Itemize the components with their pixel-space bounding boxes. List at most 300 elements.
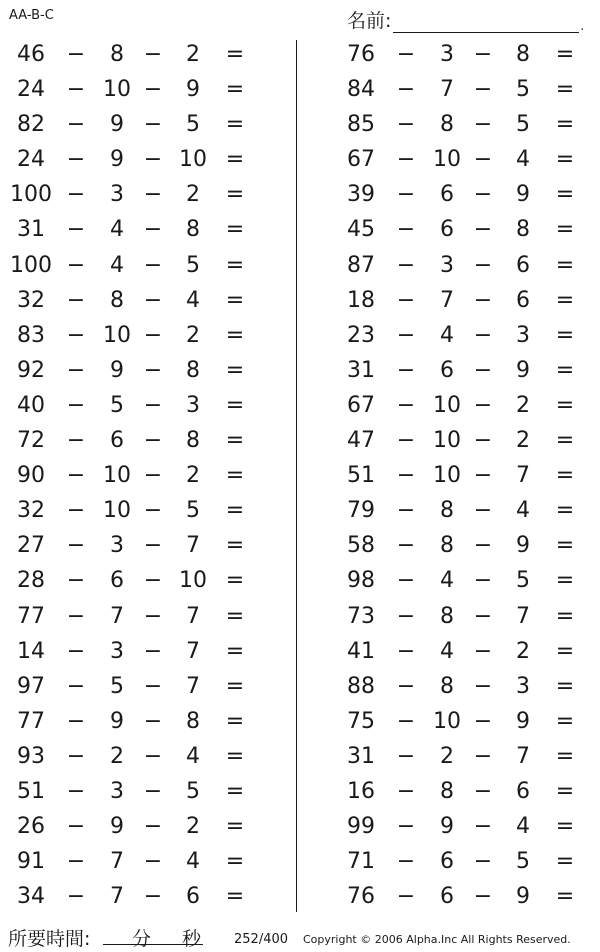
operand-a: 39	[347, 182, 375, 208]
operand-c: 2	[186, 322, 200, 348]
minus-sign: −	[66, 77, 86, 103]
copyright: Copyright © 2006 Alpha.Inc All Rights Reserved.	[303, 933, 571, 946]
minus-sign: −	[473, 392, 493, 418]
operand-b: 3	[440, 252, 454, 278]
operand-a: 76	[347, 884, 375, 910]
operand-b: 4	[110, 252, 124, 278]
equals-sign: =	[555, 814, 575, 840]
operand-a: 83	[17, 322, 45, 348]
operand-b: 3	[110, 182, 124, 208]
minus-sign: −	[66, 217, 86, 243]
minus-sign: −	[66, 638, 86, 664]
operand-c: 4	[516, 498, 530, 524]
minus-sign: −	[473, 463, 493, 489]
minus-sign: −	[473, 252, 493, 278]
operand-a: 88	[347, 673, 375, 699]
page-number: 252/400	[234, 932, 289, 947]
operand-a: 31	[347, 743, 375, 769]
operand-c: 9	[186, 77, 200, 103]
minus-sign: −	[473, 357, 493, 383]
operand-c: 9	[516, 357, 530, 383]
minus-sign: −	[143, 322, 163, 348]
operand-c: 10	[179, 568, 207, 594]
minus-sign: −	[66, 112, 86, 138]
operand-c: 3	[186, 392, 200, 418]
operand-b: 10	[433, 392, 461, 418]
equals-sign: =	[225, 42, 245, 67]
operand-a: 24	[17, 147, 45, 173]
operand-c: 8	[186, 708, 200, 734]
operand-b: 4	[110, 217, 124, 243]
equals-sign: =	[225, 252, 245, 278]
operand-b: 3	[440, 42, 454, 67]
equals-sign: =	[555, 252, 575, 278]
equals-sign: =	[555, 743, 575, 769]
name-line	[393, 12, 579, 33]
operand-b: 10	[103, 322, 131, 348]
operand-a: 71	[347, 849, 375, 875]
operand-a: 92	[17, 357, 45, 383]
minus-sign: −	[143, 849, 163, 875]
operand-c: 7	[186, 533, 200, 559]
equals-sign: =	[555, 287, 575, 313]
operand-c: 8	[186, 428, 200, 454]
equals-sign: =	[555, 392, 575, 418]
minus-sign: −	[473, 849, 493, 875]
operand-b: 7	[110, 884, 124, 910]
minus-sign: −	[143, 77, 163, 103]
minus-sign: −	[473, 568, 493, 594]
equals-sign: =	[225, 778, 245, 804]
operand-b: 5	[110, 392, 124, 418]
operand-c: 5	[516, 849, 530, 875]
operand-c: 5	[186, 112, 200, 138]
minus-sign: −	[396, 673, 416, 699]
equals-sign: =	[555, 498, 575, 524]
operand-b: 10	[103, 498, 131, 524]
operand-a: 28	[17, 568, 45, 594]
equals-sign: =	[225, 533, 245, 559]
minus-sign: −	[396, 357, 416, 383]
minus-sign: −	[143, 182, 163, 208]
minus-sign: −	[66, 778, 86, 804]
equals-sign: =	[225, 392, 245, 418]
operand-c: 7	[516, 463, 530, 489]
operand-c: 4	[516, 147, 530, 173]
minus-sign: −	[66, 673, 86, 699]
minus-sign: −	[143, 287, 163, 313]
operand-a: 40	[17, 392, 45, 418]
minus-sign: −	[473, 498, 493, 524]
equals-sign: =	[225, 428, 245, 454]
operand-b: 2	[440, 743, 454, 769]
operand-c: 2	[186, 182, 200, 208]
minus-sign: −	[143, 392, 163, 418]
operand-c: 8	[516, 42, 530, 67]
equals-sign: =	[225, 498, 245, 524]
operand-b: 7	[110, 603, 124, 629]
equals-sign: =	[555, 673, 575, 699]
minus-sign: −	[66, 814, 86, 840]
operand-a: 51	[17, 778, 45, 804]
minus-sign: −	[473, 42, 493, 67]
operand-a: 72	[17, 428, 45, 454]
minus-sign: −	[396, 884, 416, 910]
minus-sign: −	[396, 42, 416, 67]
minutes-label: 分	[132, 928, 152, 950]
minus-sign: −	[143, 708, 163, 734]
operand-a: 75	[347, 708, 375, 734]
operand-c: 7	[186, 638, 200, 664]
operand-c: 5	[186, 778, 200, 804]
operand-a: 31	[347, 357, 375, 383]
operand-a: 24	[17, 77, 45, 103]
minus-sign: −	[473, 77, 493, 103]
equals-sign: =	[225, 743, 245, 769]
equals-sign: =	[225, 849, 245, 875]
minus-sign: −	[143, 217, 163, 243]
minus-sign: −	[396, 568, 416, 594]
minus-sign: −	[473, 147, 493, 173]
minus-sign: −	[143, 638, 163, 664]
operand-a: 79	[347, 498, 375, 524]
operand-c: 2	[516, 428, 530, 454]
minus-sign: −	[143, 568, 163, 594]
operand-b: 7	[440, 77, 454, 103]
operand-b: 10	[433, 428, 461, 454]
operand-a: 90	[17, 463, 45, 489]
operand-c: 2	[186, 463, 200, 489]
operand-b: 6	[440, 884, 454, 910]
operand-b: 4	[440, 638, 454, 664]
operand-b: 7	[440, 287, 454, 313]
equals-sign: =	[555, 708, 575, 734]
equals-sign: =	[555, 463, 575, 489]
minus-sign: −	[66, 533, 86, 559]
minus-sign: −	[143, 463, 163, 489]
minus-sign: −	[396, 533, 416, 559]
operand-c: 10	[179, 147, 207, 173]
operand-a: 98	[347, 568, 375, 594]
operand-c: 2	[516, 638, 530, 664]
operand-a: 23	[347, 322, 375, 348]
minus-sign: −	[66, 743, 86, 769]
operand-c: 5	[516, 568, 530, 594]
minus-sign: −	[66, 287, 86, 313]
operand-b: 9	[110, 357, 124, 383]
equals-sign: =	[555, 182, 575, 208]
equals-sign: =	[555, 849, 575, 875]
operand-c: 9	[516, 884, 530, 910]
operand-a: 99	[347, 814, 375, 840]
name-field	[347, 6, 584, 33]
operand-a: 76	[347, 42, 375, 67]
operand-b: 8	[440, 673, 454, 699]
operand-c: 3	[516, 322, 530, 348]
minus-sign: −	[143, 357, 163, 383]
minus-sign: −	[473, 708, 493, 734]
minus-sign: −	[66, 147, 86, 173]
equals-sign: =	[555, 322, 575, 348]
operand-b: 6	[440, 217, 454, 243]
equals-sign: =	[225, 603, 245, 629]
minus-sign: −	[66, 42, 86, 67]
minus-sign: −	[396, 603, 416, 629]
minus-sign: −	[66, 603, 86, 629]
operand-a: 32	[17, 287, 45, 313]
minus-sign: −	[473, 182, 493, 208]
time-label: 所要時間:	[8, 928, 91, 950]
operand-c: 2	[186, 42, 200, 67]
equals-sign: =	[225, 568, 245, 594]
minus-sign: −	[473, 287, 493, 313]
operand-a: 77	[17, 708, 45, 734]
minus-sign: −	[143, 42, 163, 67]
operand-a: 51	[347, 463, 375, 489]
minus-sign: −	[66, 884, 86, 910]
minus-sign: −	[143, 814, 163, 840]
operand-b: 10	[433, 708, 461, 734]
operand-a: 58	[347, 533, 375, 559]
operand-a: 18	[347, 287, 375, 313]
operand-a: 16	[347, 778, 375, 804]
operand-b: 8	[110, 287, 124, 313]
minus-sign: −	[473, 533, 493, 559]
operand-b: 6	[110, 568, 124, 594]
operand-b: 6	[440, 357, 454, 383]
operand-b: 8	[440, 498, 454, 524]
minus-sign: −	[396, 112, 416, 138]
minus-sign: −	[66, 568, 86, 594]
minus-sign: −	[473, 743, 493, 769]
operand-b: 6	[440, 182, 454, 208]
minus-sign: −	[396, 743, 416, 769]
operand-a: 45	[347, 217, 375, 243]
operand-a: 46	[17, 42, 45, 67]
operand-b: 9	[110, 708, 124, 734]
minus-sign: −	[143, 112, 163, 138]
minus-sign: −	[66, 252, 86, 278]
operand-b: 10	[433, 463, 461, 489]
operand-a: 31	[17, 217, 45, 243]
operand-b: 6	[110, 428, 124, 454]
equals-sign: =	[555, 778, 575, 804]
operand-a: 97	[17, 673, 45, 699]
column-divider	[296, 40, 297, 912]
equals-sign: =	[555, 884, 575, 910]
operand-a: 100	[10, 182, 52, 208]
operand-b: 4	[440, 568, 454, 594]
equals-sign: =	[225, 708, 245, 734]
operand-b: 4	[440, 322, 454, 348]
minus-sign: −	[473, 322, 493, 348]
operand-c: 8	[186, 217, 200, 243]
minus-sign: −	[66, 498, 86, 524]
minus-sign: −	[66, 428, 86, 454]
operand-a: 34	[17, 884, 45, 910]
operand-c: 9	[516, 708, 530, 734]
name-dot: .	[580, 19, 585, 33]
operand-b: 10	[103, 77, 131, 103]
minus-sign: −	[143, 673, 163, 699]
equals-sign: =	[555, 568, 575, 594]
operand-c: 7	[186, 603, 200, 629]
operand-b: 8	[440, 603, 454, 629]
operand-b: 6	[440, 849, 454, 875]
footer	[0, 920, 600, 950]
operand-c: 3	[516, 673, 530, 699]
operand-b: 9	[110, 112, 124, 138]
equals-sign: =	[225, 112, 245, 138]
minus-sign: −	[473, 778, 493, 804]
operand-c: 8	[516, 217, 530, 243]
equals-sign: =	[225, 287, 245, 313]
minus-sign: −	[473, 112, 493, 138]
operand-b: 8	[440, 112, 454, 138]
operand-c: 2	[186, 814, 200, 840]
minus-sign: −	[396, 428, 416, 454]
minus-sign: −	[396, 147, 416, 173]
equals-sign: =	[555, 638, 575, 664]
operand-c: 6	[516, 287, 530, 313]
operand-a: 26	[17, 814, 45, 840]
equals-sign: =	[555, 428, 575, 454]
minus-sign: −	[396, 708, 416, 734]
minus-sign: −	[396, 814, 416, 840]
minus-sign: −	[143, 884, 163, 910]
minus-sign: −	[143, 603, 163, 629]
operand-c: 7	[516, 603, 530, 629]
minus-sign: −	[473, 638, 493, 664]
operand-a: 85	[347, 112, 375, 138]
operand-c: 4	[516, 814, 530, 840]
operand-c: 5	[186, 498, 200, 524]
equals-sign: =	[555, 217, 575, 243]
minus-sign: −	[143, 743, 163, 769]
equals-sign: =	[225, 322, 245, 348]
operand-c: 6	[516, 252, 530, 278]
operand-b: 3	[110, 778, 124, 804]
minus-sign: −	[66, 322, 86, 348]
minus-sign: −	[66, 708, 86, 734]
operand-c: 5	[186, 252, 200, 278]
operand-c: 9	[516, 182, 530, 208]
name-label: 名前:	[347, 10, 392, 32]
operand-c: 8	[186, 357, 200, 383]
operand-a: 82	[17, 112, 45, 138]
operand-a: 47	[347, 428, 375, 454]
operand-c: 4	[186, 287, 200, 313]
minus-sign: −	[66, 463, 86, 489]
minus-sign: −	[66, 849, 86, 875]
operand-b: 9	[110, 814, 124, 840]
equals-sign: =	[225, 638, 245, 664]
operand-a: 87	[347, 252, 375, 278]
operand-b: 8	[110, 42, 124, 67]
operand-a: 67	[347, 392, 375, 418]
operand-c: 6	[516, 778, 530, 804]
equals-sign: =	[225, 673, 245, 699]
minus-sign: −	[143, 147, 163, 173]
operand-a: 77	[17, 603, 45, 629]
minus-sign: −	[396, 322, 416, 348]
equals-sign: =	[225, 182, 245, 208]
minus-sign: −	[143, 533, 163, 559]
operand-a: 93	[17, 743, 45, 769]
equals-sign: =	[225, 147, 245, 173]
operand-a: 41	[347, 638, 375, 664]
minus-sign: −	[396, 849, 416, 875]
operand-b: 7	[110, 849, 124, 875]
operand-a: 32	[17, 498, 45, 524]
operand-c: 7	[186, 673, 200, 699]
operand-b: 5	[110, 673, 124, 699]
minus-sign: −	[396, 287, 416, 313]
equals-sign: =	[555, 147, 575, 173]
operand-b: 8	[440, 778, 454, 804]
minus-sign: −	[473, 428, 493, 454]
equals-sign: =	[225, 463, 245, 489]
minus-sign: −	[143, 428, 163, 454]
equals-sign: =	[555, 112, 575, 138]
operand-c: 5	[516, 77, 530, 103]
seconds-label: 秒	[182, 928, 202, 950]
operand-a: 67	[347, 147, 375, 173]
minus-sign: −	[396, 392, 416, 418]
operand-a: 14	[17, 638, 45, 664]
equals-sign: =	[555, 357, 575, 383]
minus-sign: −	[473, 217, 493, 243]
minus-sign: −	[143, 778, 163, 804]
equals-sign: =	[225, 357, 245, 383]
minus-sign: −	[396, 252, 416, 278]
equals-sign: =	[225, 814, 245, 840]
minus-sign: −	[396, 498, 416, 524]
minus-sign: −	[473, 814, 493, 840]
equals-sign: =	[225, 217, 245, 243]
operand-c: 7	[516, 743, 530, 769]
operand-a: 91	[17, 849, 45, 875]
operand-b: 10	[433, 147, 461, 173]
minus-sign: −	[66, 392, 86, 418]
operand-c: 6	[186, 884, 200, 910]
worksheet-code: AA-B-C	[9, 8, 54, 23]
minus-sign: −	[396, 778, 416, 804]
operand-b: 3	[110, 533, 124, 559]
minus-sign: −	[66, 357, 86, 383]
operand-a: 100	[10, 252, 52, 278]
minus-sign: −	[66, 182, 86, 208]
minus-sign: −	[396, 217, 416, 243]
operand-c: 5	[516, 112, 530, 138]
operand-a: 84	[347, 77, 375, 103]
operand-c: 4	[186, 743, 200, 769]
minus-sign: −	[396, 638, 416, 664]
operand-a: 73	[347, 603, 375, 629]
equals-sign: =	[225, 884, 245, 910]
minus-sign: −	[473, 884, 493, 910]
operand-c: 4	[186, 849, 200, 875]
minus-sign: −	[396, 182, 416, 208]
equals-sign: =	[225, 77, 245, 103]
operand-c: 2	[516, 392, 530, 418]
equals-sign: =	[555, 77, 575, 103]
minus-sign: −	[473, 673, 493, 699]
operand-b: 8	[440, 533, 454, 559]
minus-sign: −	[396, 463, 416, 489]
equals-sign: =	[555, 42, 575, 67]
equals-sign: =	[555, 533, 575, 559]
